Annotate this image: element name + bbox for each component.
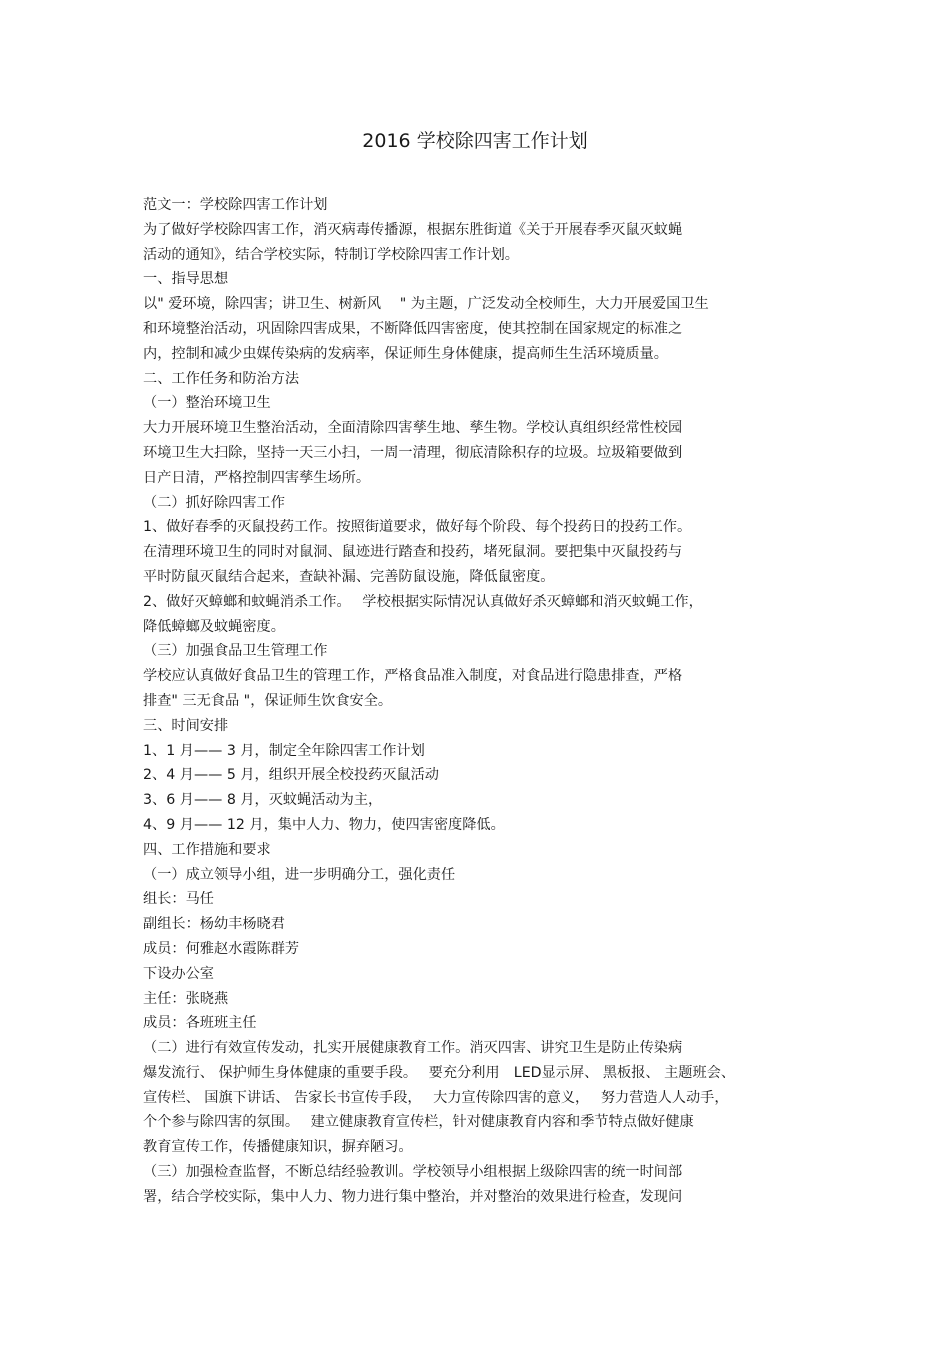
body-line: 日产日清，严格控制四害孳生场所。	[143, 469, 371, 486]
body-line: （三）加强食品卫生管理工作	[143, 643, 328, 660]
body-line: （一）整治环境卫生	[143, 395, 271, 412]
body-line: 个个参与除四害的氛围。 建立健康教育宣传栏，针对健康教育内容和季节特点做好健康	[143, 1114, 694, 1131]
body-line: 活动的通知》，结合学校实际，特制订学校除四害工作计划。	[143, 246, 519, 263]
body-line: 宣传栏、 国旗下讲话、 告家长书宣传手段， 大力宣传除四害的意义， 努力营造人人动手，	[143, 1089, 729, 1106]
body-line: 成员：各班班主任	[143, 1015, 257, 1032]
body-line: 四、工作措施和要求	[143, 841, 271, 858]
body-line: 范文一：学校除四害工作计划	[143, 197, 328, 213]
body-line: 1、做好春季的灭鼠投药工作。按照街道要求，做好每个阶段、每个投药日的投药工作。	[143, 519, 692, 536]
body-line: 教育宣传工作，传播健康知识，摒弃陋习。	[143, 1139, 413, 1156]
document-body	[143, 193, 833, 1210]
body-line: 在清理环境卫生的同时对鼠洞、鼠迹进行踏查和投药，堵死鼠洞。要把集中灭鼠投药与	[143, 544, 683, 561]
body-line: 组长：马任	[143, 891, 214, 908]
body-line: （三）加强检查监督，不断总结经验教训。学校领导小组根据上级除四害的统一时间部	[143, 1164, 683, 1181]
body-line: 学校应认真做好食品卫生的管理工作，严格食品准入制度，对食品进行隐患排查，严格	[143, 668, 683, 685]
body-line: 大力开展环境卫生整治活动，全面清除四害孳生地、孳生物。学校认真组织经常性校园	[143, 420, 683, 437]
body-line: 三、时间安排	[143, 717, 229, 734]
body-line: 一、指导思想	[143, 271, 229, 288]
body-line: （二）抓好除四害工作	[143, 494, 285, 511]
body-line: （二）进行有效宣传发动，扎实开展健康教育工作。消灭四害、讲究卫生是防止传染病	[143, 1040, 683, 1057]
document-title: 2016 学校除四害工作计划	[362, 130, 588, 152]
body-line: 3、6 月—— 8 月，灭蚊蝇活动为主，	[143, 792, 383, 809]
body-line: （一）成立领导小组，进一步明确分工，强化责任	[143, 866, 456, 883]
body-line: 2、4 月—— 5 月，组织开展全校投药灭鼠活动	[143, 767, 439, 784]
body-line: 降低蟑螂及蚊蝇密度。	[143, 618, 285, 635]
body-line: 环境卫生大扫除，坚持一天三小扫，一周一清理，彻底清除积存的垃圾。垃圾箱要做到	[143, 444, 683, 461]
body-line: 以" 爱环境，除四害；讲卫生、树新风 " 为主题，广泛发动全校师生，大力开展爱国卫生	[143, 296, 709, 313]
body-line: 排查" 三无食品 "，保证师生饮食安全。	[143, 692, 393, 709]
body-line: 为了做好学校除四害工作，消灭病毒传播源，根据东胜街道《关于开展春季灭鼠灭蚊蝇	[143, 221, 683, 238]
body-line: 副组长：杨幼丰杨晓君	[143, 916, 285, 933]
body-line: 2、做好灭蟑螂和蚊蝇消杀工作。 学校根据实际情况认真做好杀灭蟑螂和消灭蚊蝇工作，	[143, 593, 703, 610]
body-line: 主任：张晓燕	[143, 990, 229, 1007]
body-line: 和环境整治活动，巩固除四害成果，不断降低四害密度，使其控制在国家规定的标准之	[143, 320, 683, 337]
body-line: 署，结合学校实际，集中人力、物力进行集中整治，并对整治的效果进行检查，发现问	[143, 1188, 683, 1205]
body-line: 4、9 月—— 12 月，集中人力、物力，使四害密度降低。	[143, 816, 505, 833]
body-line: 二、工作任务和防治方法	[143, 370, 300, 387]
body-line: 1、1 月—— 3 月，制定全年除四害工作计划	[143, 742, 425, 759]
body-line: 内，控制和减少虫媒传染病的发病率，保证师生身体健康，提高师生生活环境质量。	[143, 345, 668, 362]
body-line: 下设办公室	[143, 965, 214, 982]
body-line: 平时防鼠灭鼠结合起来，查缺补漏、完善防鼠设施，降低鼠密度。	[143, 568, 555, 585]
body-line: 成员：何雅赵水霞陈群芳	[143, 940, 300, 957]
body-line: 爆发流行、 保护师生身体健康的重要手段。 要充分利用 LED显示屏、 黑板报、 主题班会、	[143, 1064, 736, 1081]
